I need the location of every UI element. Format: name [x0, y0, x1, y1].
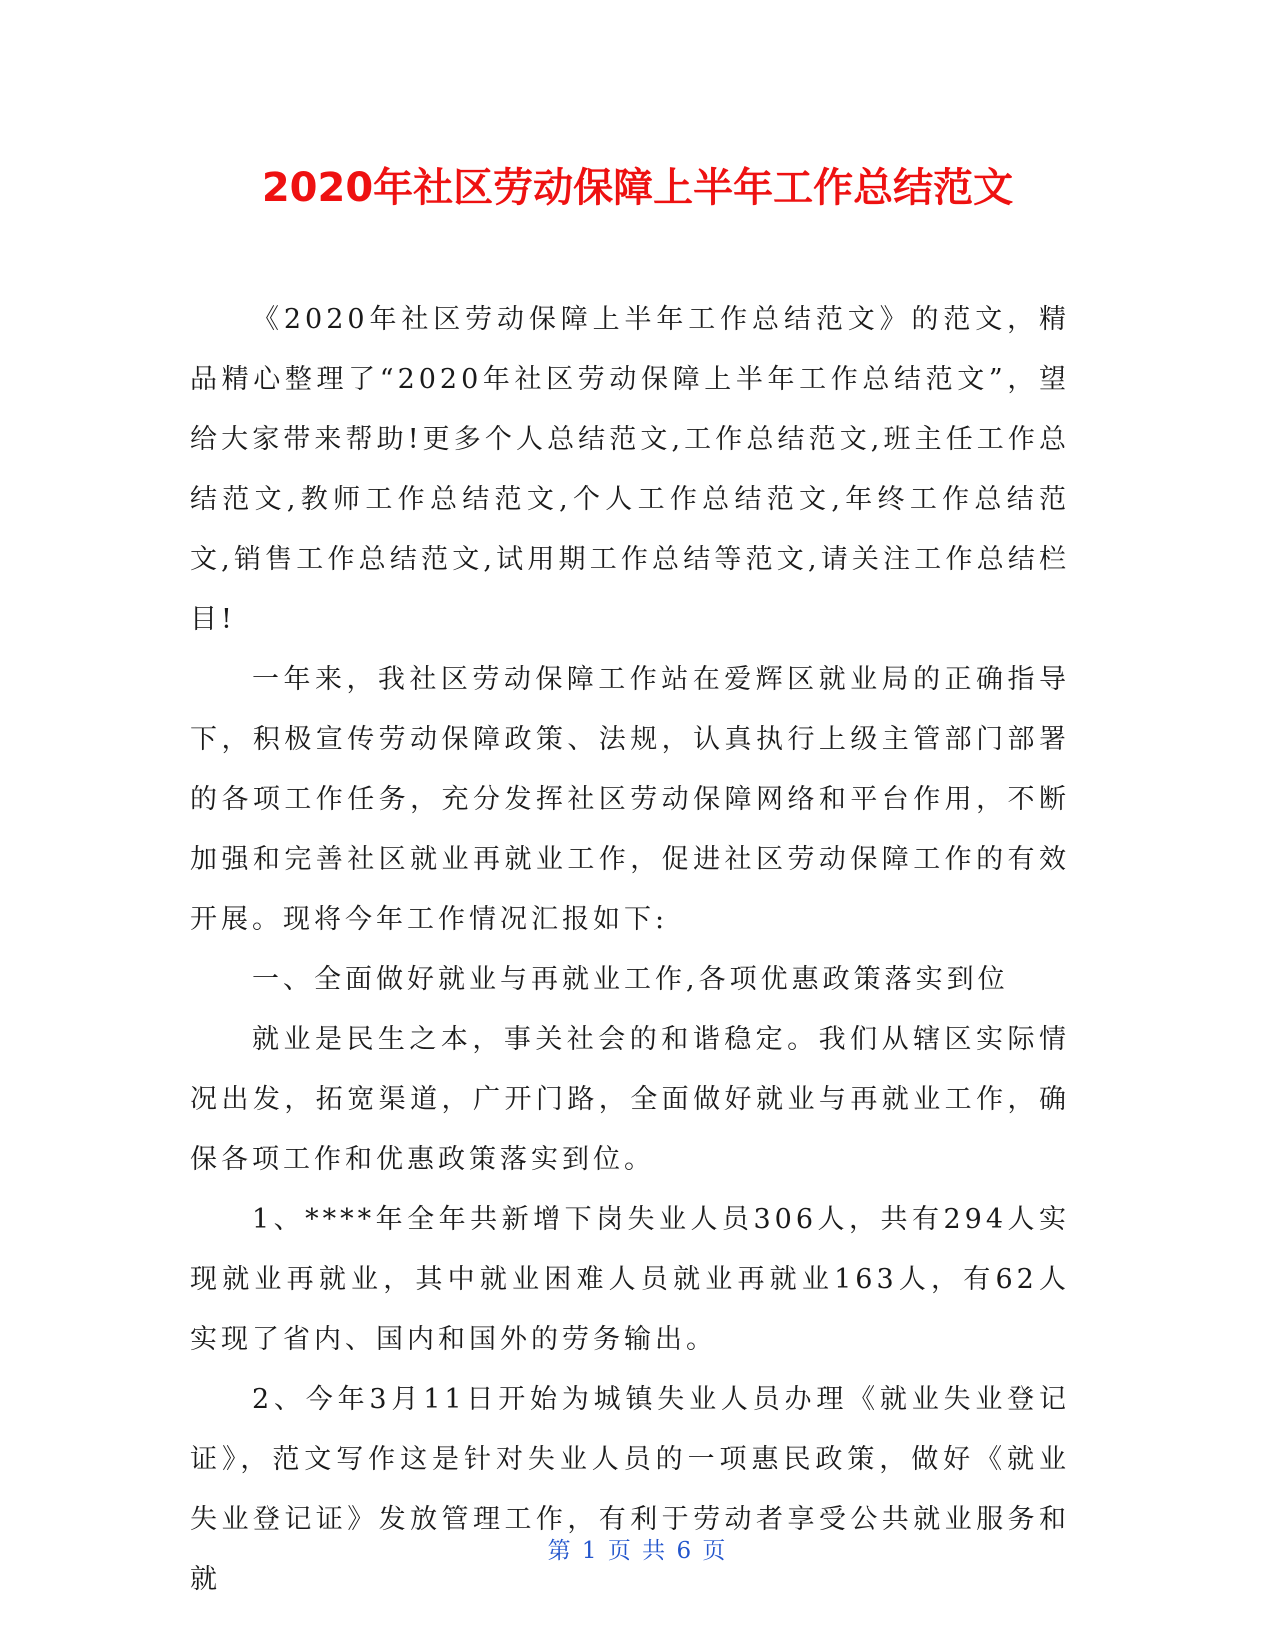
paragraph-item-2: 2、今年3月11日开始为城镇失业人员办理《就业失业登记证》，范文写作这是针对失业人员的一项惠民政策，做好《就业失业登记证》发放管理工作，有利于劳动者享受公共就业服务和就 [190, 1384, 1070, 1595]
paragraph-employment: 就业是民生之本，事关社会的和谐稳定。我们从辖区实际情况出发，拓宽渠道，广开门路，全面做好就业与再就业工作，确保各项工作和优惠政策落实到位。 [190, 1024, 1070, 1175]
paragraph-item-1: 1、****年全年共新增下岗失业人员306人，共有294人实现就业再就业，其中就业困难人员就业再就业163人，有62人实现了省内、国内和国外的劳务输出。 [190, 1204, 1070, 1355]
page-number-footer: 第 1 页 共 6 页 [547, 1538, 728, 1564]
document-body [190, 290, 1070, 1610]
section-heading-1: 一、全面做好就业与再就业工作,各项优惠政策落实到位 [252, 964, 1009, 995]
paragraph-overview: 一年来，我社区劳动保障工作站在爱辉区就业局的正确指导下，积极宣传劳动保障政策、法规，认真执行上级主管部门部署的各项工作任务，充分发挥社区劳动保障网络和平台作用，不断加强和完善社区就业再就业工作，促进社区劳动保障工作的有效开展。现将今年工作情况汇报如下: [190, 664, 1070, 935]
paragraph-intro: 《2020年社区劳动保障上半年工作总结范文》的范文，精品精心整理了“2020年社区劳动保障上半年工作总结范文”，望给大家带来帮助!更多个人总结范文,工作总结范文,班主任工作总结范文,教师工作总结范文,个人工作总结范文,年终工作总结范文,销售工作总结范文,试用期工作总结等范文,请关注工作总结栏目! [190, 304, 1070, 635]
document-title: 2020年社区劳动保障上半年工作总结范文 [261, 165, 1014, 211]
